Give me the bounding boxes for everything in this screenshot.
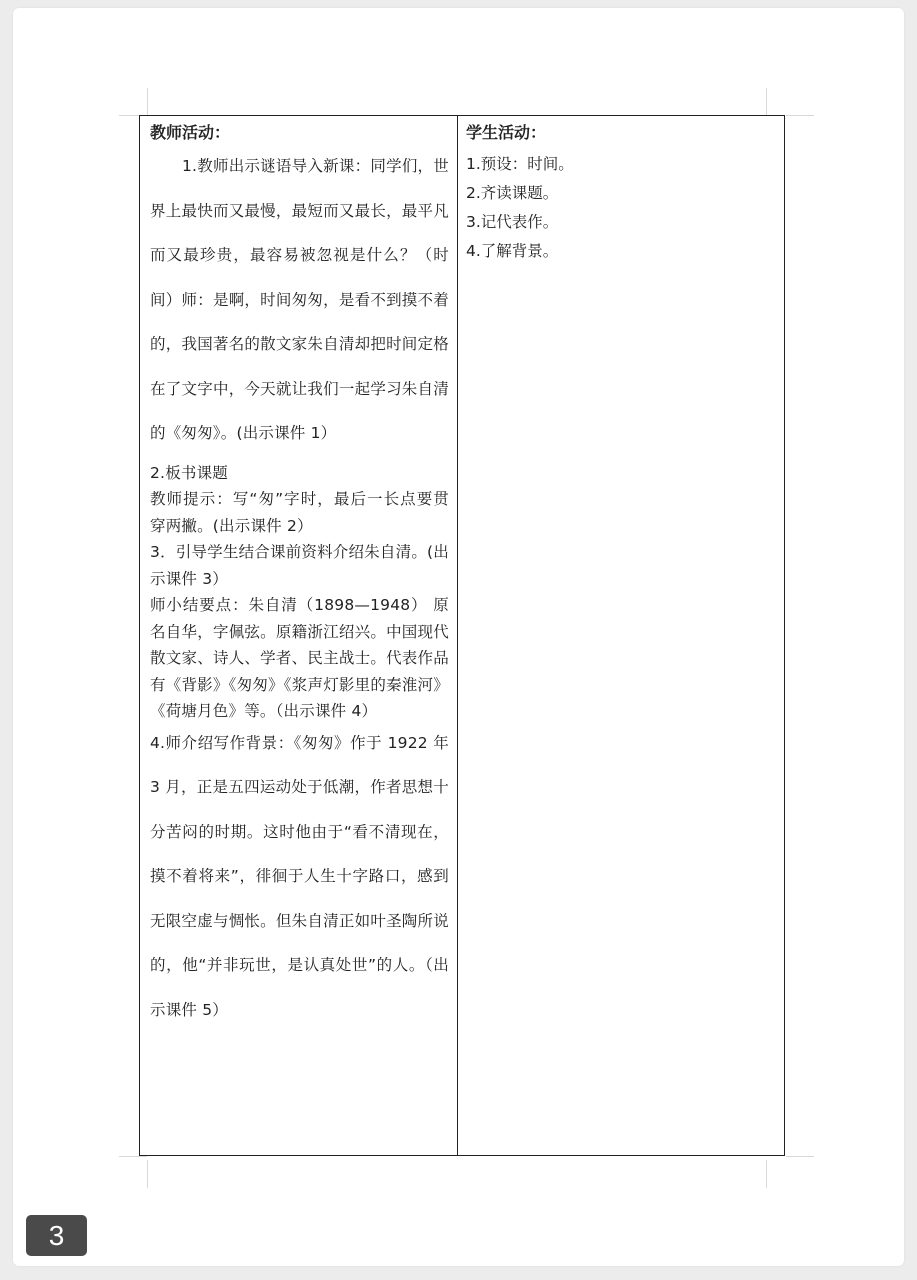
crop-mark: [786, 1156, 814, 1157]
teacher-activity-cell: [140, 116, 458, 1155]
student-item: 1.预设：时间。: [466, 155, 574, 173]
crop-mark: [147, 88, 148, 116]
teacher-step-4: 4.师介绍写作背景：《匆匆》作于 1922 年 3 月，正是五四运动处于低潮，作者思想十分苦闷的时期。这时他由于“看不清现在，摸不着将来”，徘徊于人生十字路口，感到无限空虚与惆怅。但朱自清正如叶圣陶所说的，他“并非玩世，是认真处世”的人。（出示课件 5）: [150, 733, 449, 1019]
crop-mark: [786, 115, 814, 116]
teacher-step-1: 1.教师出示谜语导入新课：同学们，世界上最快而又最慢，最短而又最长，最平凡而又最珍贵，最容易被忽视是什么？（时间）师：是啊，时间匆匆，是看不到摸不着的，我国著名的散文家朱自清却把时间定格在了文字中，今天就让我们一起学习朱自清的《匆匆》。(出示课件 1）: [150, 157, 449, 442]
student-item: 3.记代表作。: [466, 213, 559, 231]
lesson-table: [139, 115, 785, 1156]
teacher-heading: 教师活动：: [150, 123, 231, 142]
student-activity-cell: [458, 116, 784, 1155]
student-heading: 学生活动：: [466, 123, 547, 142]
student-item: 4.了解背景。: [466, 242, 559, 260]
student-item: 2.齐读课题。: [466, 184, 559, 202]
teacher-summary: 师小结要点：朱自清（1898—1948） 原名自华，字佩弦。原籍浙江绍兴。中国现代散文家、诗人、学者、民主战士。代表作品有《背影》《匆匆》《浆声灯影里的秦淮河》《荷塘月色》等。（出示课件 4）: [150, 596, 449, 720]
crop-mark: [766, 1160, 767, 1188]
teacher-step-3: 3．引导学生结合课前资料介绍朱自清。(出示课件 3）: [150, 543, 449, 588]
page-number-badge: 3: [26, 1215, 87, 1256]
teacher-tip: 教师提示：写“匆”字时，最后一长点要贯穿两撇。(出示课件 2）: [150, 490, 449, 535]
crop-mark: [147, 1160, 148, 1188]
teacher-step-2: 2.板书课题: [150, 463, 228, 482]
crop-mark: [766, 88, 767, 116]
crop-mark: [119, 1156, 147, 1157]
